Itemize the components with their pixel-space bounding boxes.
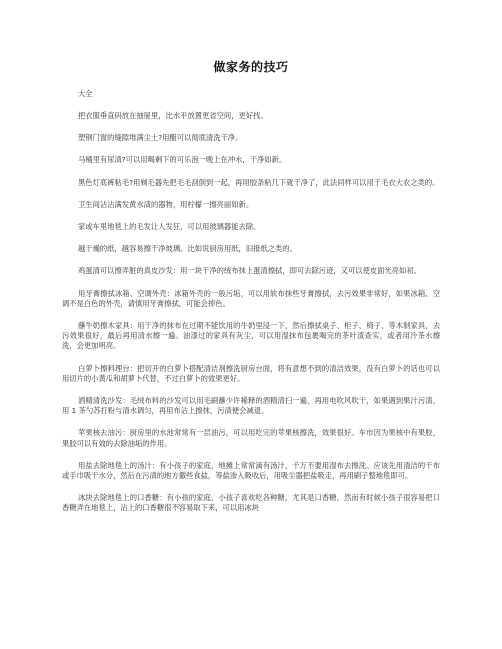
paragraph: 用牙膏擦拭冰箱、空调外壳：冰箱外壳的一般污垢，可以用软布抹些牙膏擦拭，去污效果非常好，如果冰箱、空调不是白色的外壳，请慎用牙膏擦拭，可能会掉色。 bbox=[62, 288, 440, 308]
paragraph: 马桶里有尿渍?可以用喝剩下的可乐泡一晚上在冲水，干净如新。 bbox=[78, 155, 287, 165]
paragraph: 冰块去除地毯上的口香糖：有小孩的家庭，小孩子喜欢吃各种糖，尤其是口香糖，然而有时候小孩子很容易把口香糖弄在地毯上，沾上的口香糖很不容易取下来，可以用冰块 bbox=[62, 493, 440, 513]
paragraph: 家或车里地毯上的毛发让人发狂，可以用玻璃器能去除。 bbox=[78, 222, 261, 232]
paragraph: 用盐去除地毯上的汤汁：有小孩子的家庭，地摊上常常滴有汤汁，千万不要用湿布去擦洗。应该先用清洁的干布或手巾吸干水分，然后在污渍的地方撒些食盐，等盐渗入吸收后，用吸尘器把盐吸走，再用刷子整地毯即可。 bbox=[62, 460, 440, 481]
document-subtitle: 大全 bbox=[78, 89, 93, 98]
paragraph: 苹果核去油污：厨房里的水池常常有一层油污，可以用吃完的苹果核擦洗，效果很好。车市因为果核中有果胶，果胶可以有效的去除油垢的作用。 bbox=[62, 428, 440, 448]
document-title: 做家务的技巧 bbox=[213, 60, 289, 74]
paragraph: 越干燥的纸，越容易擦干净玻璃。比如说厨房用纸，旧报纸之类的。 bbox=[78, 244, 297, 254]
paragraph: 鸡蛋清可以擦弄脏的真皮沙发：用一块干净的绒布抹上蛋清擦拭，即可去除污迹，又可以使皮面光亮如初。 bbox=[78, 266, 421, 276]
paragraph: 把衣服垂直码放在抽屉里，比水平放置更省空间，更好找。 bbox=[78, 111, 268, 120]
paragraph: 蘸牛奶擦木家具：用干净的抹布在过期不能饮用的牛奶里浸一下，然后擦拭桌子、柜子、椅子、等木制家具，去污效果很好，最后再用清水擦一遍。油漆过的家具有灰尘，可以用湿抹布包裹喝完的茶叶渣查实，或者用冷茶水擦洗，会更加明亮。 bbox=[62, 321, 440, 351]
paragraph: 白萝卜擦料理台：把切开的白萝卜搭配清洁剂擦洗厨房台面，将有意想不到的清洁效果，没有白萝卜的话也可以用切片的小黄瓜和胡萝卜代替，不过白萝卜的效果更好。 bbox=[62, 363, 440, 383]
paragraph: 黑色灯底裤粘毛?用剃毛器先把毛毛刮倒到一起，再用胶条粘几下就干净了，此法同样可以用于毛衣大衣之类的。 bbox=[78, 177, 440, 187]
paragraph: 酒精清洗沙发：毛绒布料的沙发可以用毛刷蘸少许稀释的酒精清扫一遍，再用电吹风吹干，如果遇到果汁污渍，用 1 茶勺苏打粉与清水调匀，再用布沾上擦抹，污渍便会减退。 bbox=[62, 396, 440, 416]
paragraph: 卫生间沾沾满发黄水渍的器物，用柠檬一擦亮丽如新。 bbox=[78, 199, 254, 209]
paragraph: 塑钢门窗的缝隙堆满尘土?用醋可以彻底清洗干净。 bbox=[78, 133, 243, 143]
